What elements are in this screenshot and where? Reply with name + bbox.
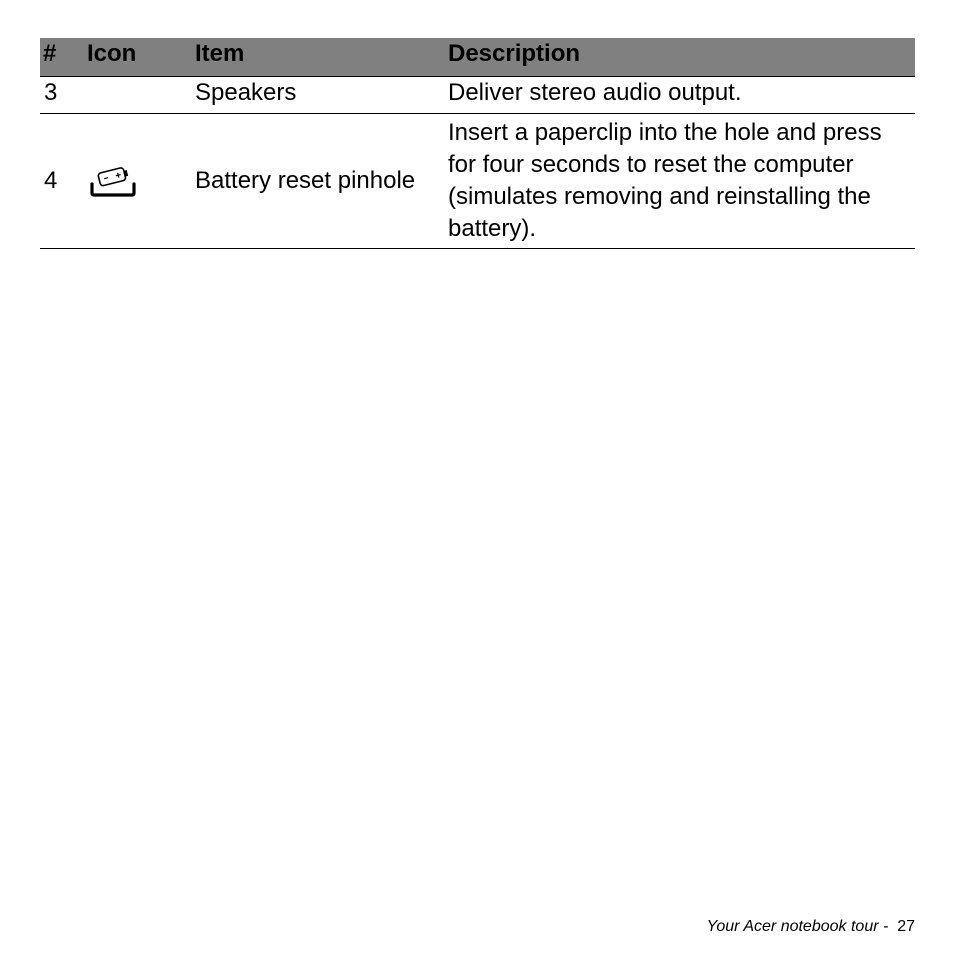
table-row (40, 114, 915, 249)
battery-reset-icon (89, 163, 137, 199)
row-number: 4 (40, 114, 87, 249)
header-item: Item (195, 38, 448, 77)
header-icon: Icon (87, 38, 195, 77)
row-description: Insert a paperclip into the hole and press for four seconds to reset the computer (simulates removing and reinstalling the battery). (448, 114, 915, 249)
table-body (40, 77, 915, 249)
page-number: 27 (897, 918, 915, 935)
header-description: Description (448, 38, 915, 77)
row-description: Deliver stereo audio output. (448, 77, 915, 114)
header-number: # (40, 38, 87, 77)
row-icon-cell (87, 114, 195, 249)
table-row (40, 77, 915, 114)
table-header-row (40, 38, 915, 77)
page-footer (707, 916, 915, 938)
row-number: 3 (40, 77, 87, 114)
specification-table (40, 38, 915, 249)
footer-section-title: Your Acer notebook tour - (706, 918, 889, 935)
row-icon-cell (87, 77, 195, 114)
row-item: Battery reset pinhole (195, 114, 448, 249)
table-header (40, 38, 915, 77)
row-item: Speakers (195, 77, 448, 114)
